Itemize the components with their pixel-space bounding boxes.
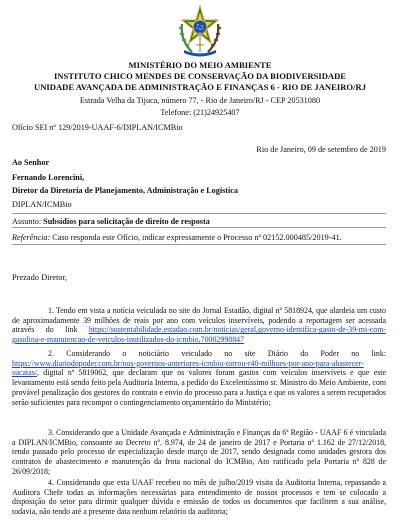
phone-line: Telefone: (21)24925407 xyxy=(160,108,240,117)
subject-label: Assunto: xyxy=(12,217,42,226)
diario-do-poder-link[interactable]: https://www.diariodopoder.com.br/nos-governos-anteriores-icmbio-torrou-r40-milhoes-por-ano-para-abastecer-sucatas/ xyxy=(12,358,364,378)
paragraph-1 xyxy=(12,306,386,345)
institute-heading: INSTITUTO CHICO MENDES DE CONSERVAÇÃO DA BIODIVERSIDADE xyxy=(53,71,347,81)
reference-text: Caso responda este Ofício, indicar expressamente o Processo nº 02152.000485/2019-41. xyxy=(52,233,342,242)
paragraph-1-text: 1. Tendo em vista a notícia veiculada no site do Jornal Estadão, digital nº 5818924, que alardeia um custo de aproximadamente 39 milhões de reais por ano com veículos inservíveis, podendo a reportagem ser acessada através do link xyxy=(12,306,386,335)
paragraph-3-text: 3. Considerando que a Unidade Avançada e Administração e Finanças da 6ª Região - UAAF 6 é vinculada a DIPLAN/ICMBio, consoante ao Decreto nº. 8.974, de 24 de janeiro de 2017 e Portaria nº 1.162 de 27/12/2018, tendo passado pelo processo de especialização desde março de 2017, sendo designada como unidades gestora dos contratos de abastecimento e manutenção da frota nacional do ICMBio, Ato ratificado pela Portaria nº 828 de 26/09/2018; xyxy=(12,428,386,476)
subject-text: Subsídios para solicitação de direito de resposta xyxy=(43,217,210,226)
subject-line xyxy=(12,217,210,226)
estadao-article-link[interactable]: https://sustentabilidade.estadao.com.br/noticias/geral,governo-identifica-gasto-de-39-mi-com-gasolina-e-manutencao-de-veiculos-inutilizados-do-icmbio,70002998847 xyxy=(12,325,386,345)
recipient-org: DIPLAN/ICMBio xyxy=(12,200,72,209)
divider xyxy=(12,244,386,245)
coat-of-arms-emblem xyxy=(176,4,224,58)
paragraph-2-text: , digital nº 5819062, que declaram que os valores foram gastos com veículos inservíveis e que este levantamento está sendo feito pela Auditoria Interna, a pedido do Excelentíssimo sr. Ministro do Meio Ambiente, com provável penalização dos gestores do contrato e envio do processo para a Justiça e que os valores a serem recuperados serão suficientes para recompor o contingenciamento orçamentário do Ministério; xyxy=(12,368,386,407)
reference-line xyxy=(12,233,342,242)
paragraph-3 xyxy=(12,428,386,477)
address-line: Estrada Velha da Tijuca, número 77, - Rio de Janeiro/RJ - CEP 20531080 xyxy=(79,96,321,105)
reference-label: Referência: xyxy=(12,233,51,242)
office-number: Ofício SEI nº 129/2019-UAAF-6/DIPLAN/ICMBio xyxy=(12,123,183,132)
ministry-heading: MINISTÉRIO DO MEIO AMBIENTE xyxy=(128,60,272,70)
divider xyxy=(12,227,386,228)
paragraph-2 xyxy=(12,349,386,407)
document-date: Rio de Janeiro, 09 de setembro de 2019 xyxy=(256,145,386,154)
recipient-salutation: Ao Senhor xyxy=(12,158,50,167)
unit-heading: UNIDADE AVANÇADA DE ADMINISTRAÇÃO E FINANÇAS 6 - RIO DE JANEIRO/RJ xyxy=(33,82,366,92)
paragraph-2-intro: 2. Considerando o noticiário veiculado no site Diário do Poder no link: xyxy=(48,349,386,358)
recipient-name: Fernando Lorencini, xyxy=(12,173,85,182)
recipient-title: Diretor da Diretoria de Planejamento, Administração e Logística xyxy=(12,186,239,195)
greeting: Prezado Diretor, xyxy=(12,273,68,282)
paragraph-4 xyxy=(12,478,386,517)
paragraph-4-text: 4. Considerando que esta UAAF recebeu no mês de julho/2019 visita da Auditoria Interna, repassando a Auditora Chefe todas as informações necessárias para entendimento de nossos processos e tem se colocado a disposição do setor para dirimir qualquer dúvida e emissão de todos os documentos que facilitem a sua análise, todavia, não tendo até a presente data nenhum relatório da auditoria; xyxy=(12,478,386,517)
divider xyxy=(12,213,386,214)
